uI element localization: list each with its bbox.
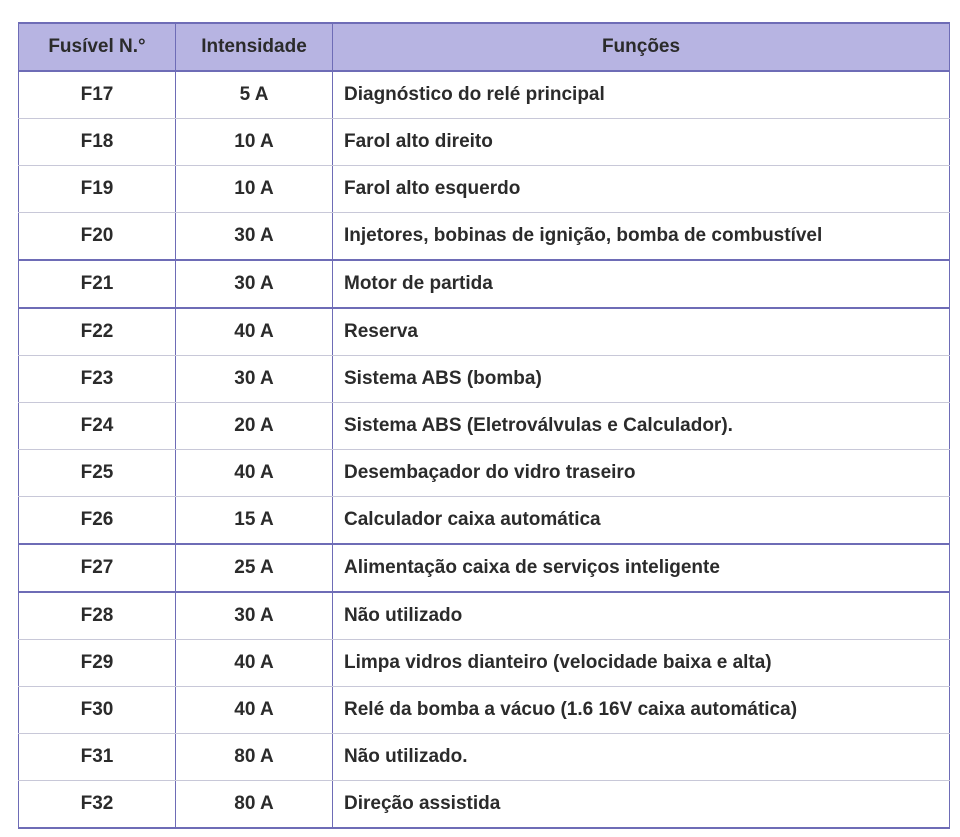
fuse-number-cell: F29 — [19, 640, 176, 687]
fuse-table — [18, 22, 950, 829]
fuse-number-cell: F18 — [19, 119, 176, 166]
intensity-cell: 30 A — [176, 592, 333, 640]
fuse-number-cell: F21 — [19, 260, 176, 308]
table-row — [19, 687, 950, 734]
table-row — [19, 497, 950, 545]
function-cell: Diagnóstico do relé principal — [333, 71, 950, 119]
table-row — [19, 781, 950, 829]
intensity-cell: 40 A — [176, 640, 333, 687]
function-cell: Sistema ABS (bomba) — [333, 356, 950, 403]
table-row — [19, 119, 950, 166]
function-cell: Farol alto direito — [333, 119, 950, 166]
intensity-cell: 80 A — [176, 734, 333, 781]
function-cell: Motor de partida — [333, 260, 950, 308]
intensity-cell: 10 A — [176, 119, 333, 166]
intensity-cell: 30 A — [176, 213, 333, 261]
function-cell: Farol alto esquerdo — [333, 166, 950, 213]
intensity-cell: 15 A — [176, 497, 333, 545]
function-cell: Direção assistida — [333, 781, 950, 829]
fuse-number-cell: F22 — [19, 308, 176, 356]
intensity-cell: 30 A — [176, 356, 333, 403]
table-row — [19, 403, 950, 450]
table-row — [19, 592, 950, 640]
fuse-number-cell: F28 — [19, 592, 176, 640]
fuse-number-cell: F25 — [19, 450, 176, 497]
fuse-number-cell: F24 — [19, 403, 176, 450]
fuse-number-cell: F19 — [19, 166, 176, 213]
fuse-number-cell: F30 — [19, 687, 176, 734]
fuse-number-cell: F27 — [19, 544, 176, 592]
table-row — [19, 640, 950, 687]
function-cell: Sistema ABS (Eletroválvulas e Calculador). — [333, 403, 950, 450]
function-cell: Desembaçador do vidro traseiro — [333, 450, 950, 497]
table-row — [19, 260, 950, 308]
intensity-cell: 40 A — [176, 450, 333, 497]
fuse-number-cell: F17 — [19, 71, 176, 119]
function-cell: Não utilizado — [333, 592, 950, 640]
intensity-cell: 25 A — [176, 544, 333, 592]
header-intensity: Intensidade — [176, 23, 333, 71]
intensity-cell: 5 A — [176, 71, 333, 119]
function-cell: Relé da bomba a vácuo (1.6 16V caixa automática) — [333, 687, 950, 734]
header-functions: Funções — [333, 23, 950, 71]
table-row — [19, 166, 950, 213]
table-row — [19, 544, 950, 592]
function-cell: Reserva — [333, 308, 950, 356]
function-cell: Não utilizado. — [333, 734, 950, 781]
table-row — [19, 71, 950, 119]
fuse-number-cell: F26 — [19, 497, 176, 545]
intensity-cell: 40 A — [176, 687, 333, 734]
function-cell: Limpa vidros dianteiro (velocidade baixa e alta) — [333, 640, 950, 687]
table-header-row — [19, 23, 950, 71]
intensity-cell: 30 A — [176, 260, 333, 308]
table-row — [19, 308, 950, 356]
table-row — [19, 356, 950, 403]
table-row — [19, 734, 950, 781]
fuse-number-cell: F23 — [19, 356, 176, 403]
function-cell: Alimentação caixa de serviços inteligente — [333, 544, 950, 592]
function-cell: Calculador caixa automática — [333, 497, 950, 545]
intensity-cell: 20 A — [176, 403, 333, 450]
intensity-cell: 40 A — [176, 308, 333, 356]
table-row — [19, 213, 950, 261]
fuse-number-cell: F31 — [19, 734, 176, 781]
intensity-cell: 80 A — [176, 781, 333, 829]
header-fuse-number: Fusível N.° — [19, 23, 176, 71]
function-cell: Injetores, bobinas de ignição, bomba de combustível — [333, 213, 950, 261]
fuse-number-cell: F32 — [19, 781, 176, 829]
table-row — [19, 450, 950, 497]
fuse-number-cell: F20 — [19, 213, 176, 261]
intensity-cell: 10 A — [176, 166, 333, 213]
